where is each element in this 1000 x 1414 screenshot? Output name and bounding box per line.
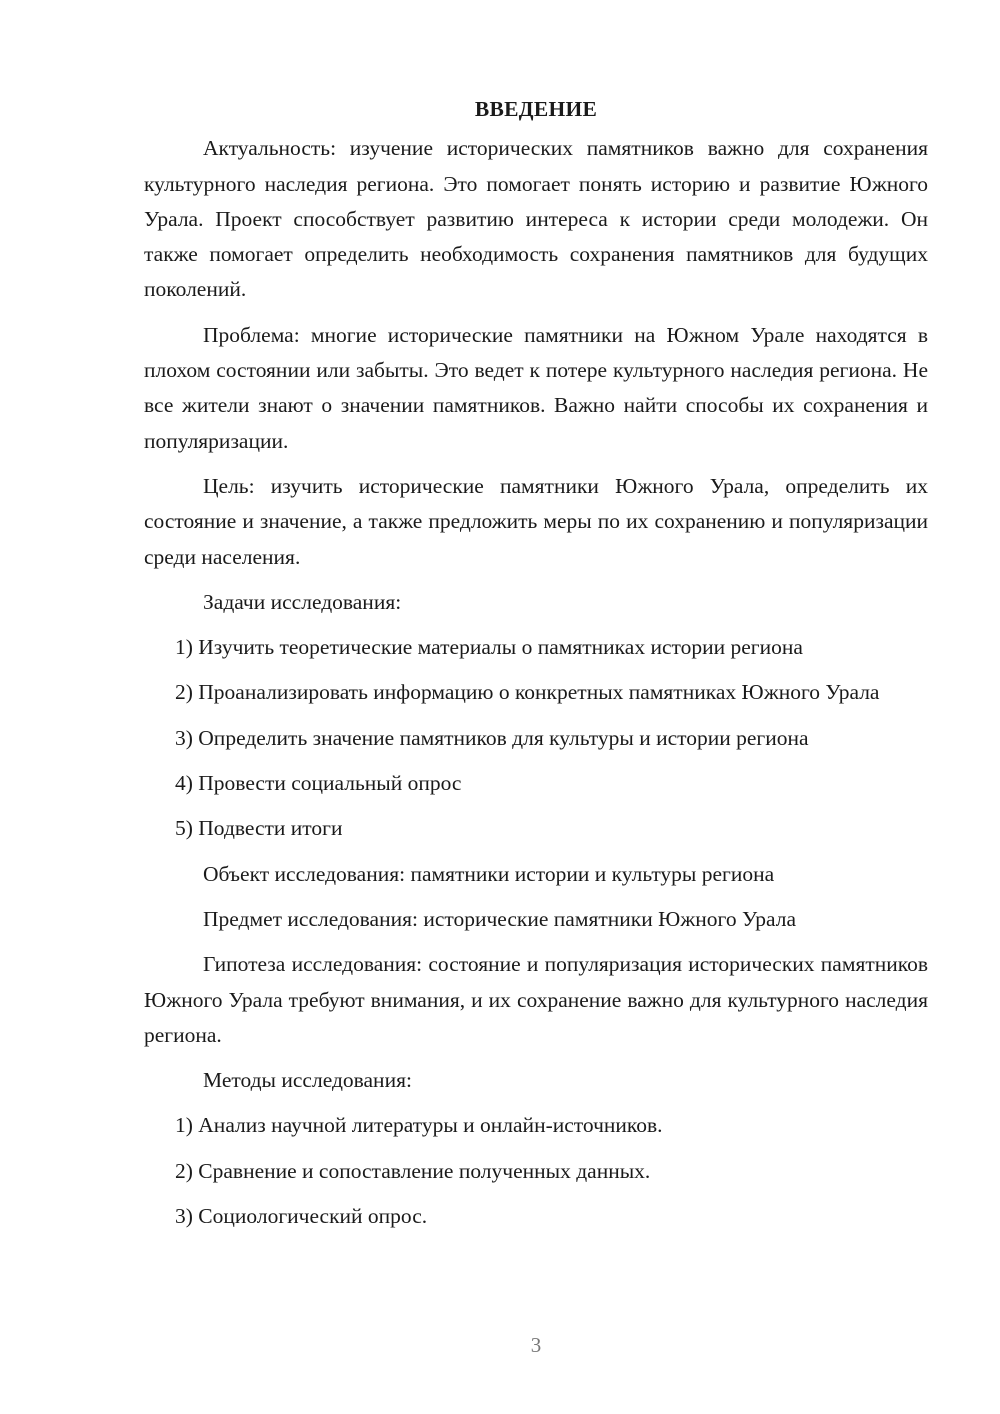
task-item: 2) Проанализировать информацию о конкретных памятниках Южного Урала	[175, 680, 880, 705]
tasks-heading: Задачи исследования:	[203, 589, 402, 614]
goal-paragraph: Цель: изучить исторические памятники Южного Урала, определить их состояние и значение, а также предложить меры по их сохранению и популяризации среди населения.	[144, 473, 928, 569]
page-number: 3	[530, 1333, 542, 1357]
task-item: 4) Провести социальный опрос	[175, 771, 462, 796]
page-body	[144, 92, 928, 1234]
problem-paragraph: Проблема: многие исторические памятники на Южном Урале находятся в плохом состоянии или забыты. Это ведет к потере культурного наследия региона. Не все жители знают о значении памятников. Важно найти способы их сохранения и популяризации.	[144, 322, 928, 453]
section-title: ВВЕДЕНИЕ	[474, 97, 598, 121]
object-paragraph: Объект исследования: памятники истории и культуры региона	[203, 861, 775, 886]
task-item: 1) Изучить теоретические материалы о памятниках истории региона	[175, 635, 803, 660]
methods-heading: Методы исследования:	[203, 1068, 412, 1093]
method-item: 2) Сравнение и сопоставление полученных данных.	[175, 1158, 651, 1183]
method-item: 1) Анализ научной литературы и онлайн-источников.	[175, 1113, 663, 1138]
task-item: 3) Определить значение памятников для культуры и истории региона	[175, 725, 809, 750]
relevance-paragraph: Актуальность: изучение исторических памятников важно для сохранения культурного наследия региона. Это помогает понять историю и развитие Южного Урала. Проект способствует развитию интереса к истории среди молодежи. Он также помогает определить необходимость сохранения памятников для будущих поколений.	[144, 136, 928, 302]
subject-paragraph: Предмет исследования: исторические памятники Южного Урала	[203, 906, 797, 931]
hypothesis-paragraph: Гипотеза исследования: состояние и популяризация исторических памятников Южного Урала требуют внимания, и их сохранение важно для культурного наследия региона.	[144, 952, 928, 1047]
task-item: 5) Подвести итоги	[175, 816, 343, 841]
method-item: 3) Социологический опрос.	[175, 1204, 428, 1229]
